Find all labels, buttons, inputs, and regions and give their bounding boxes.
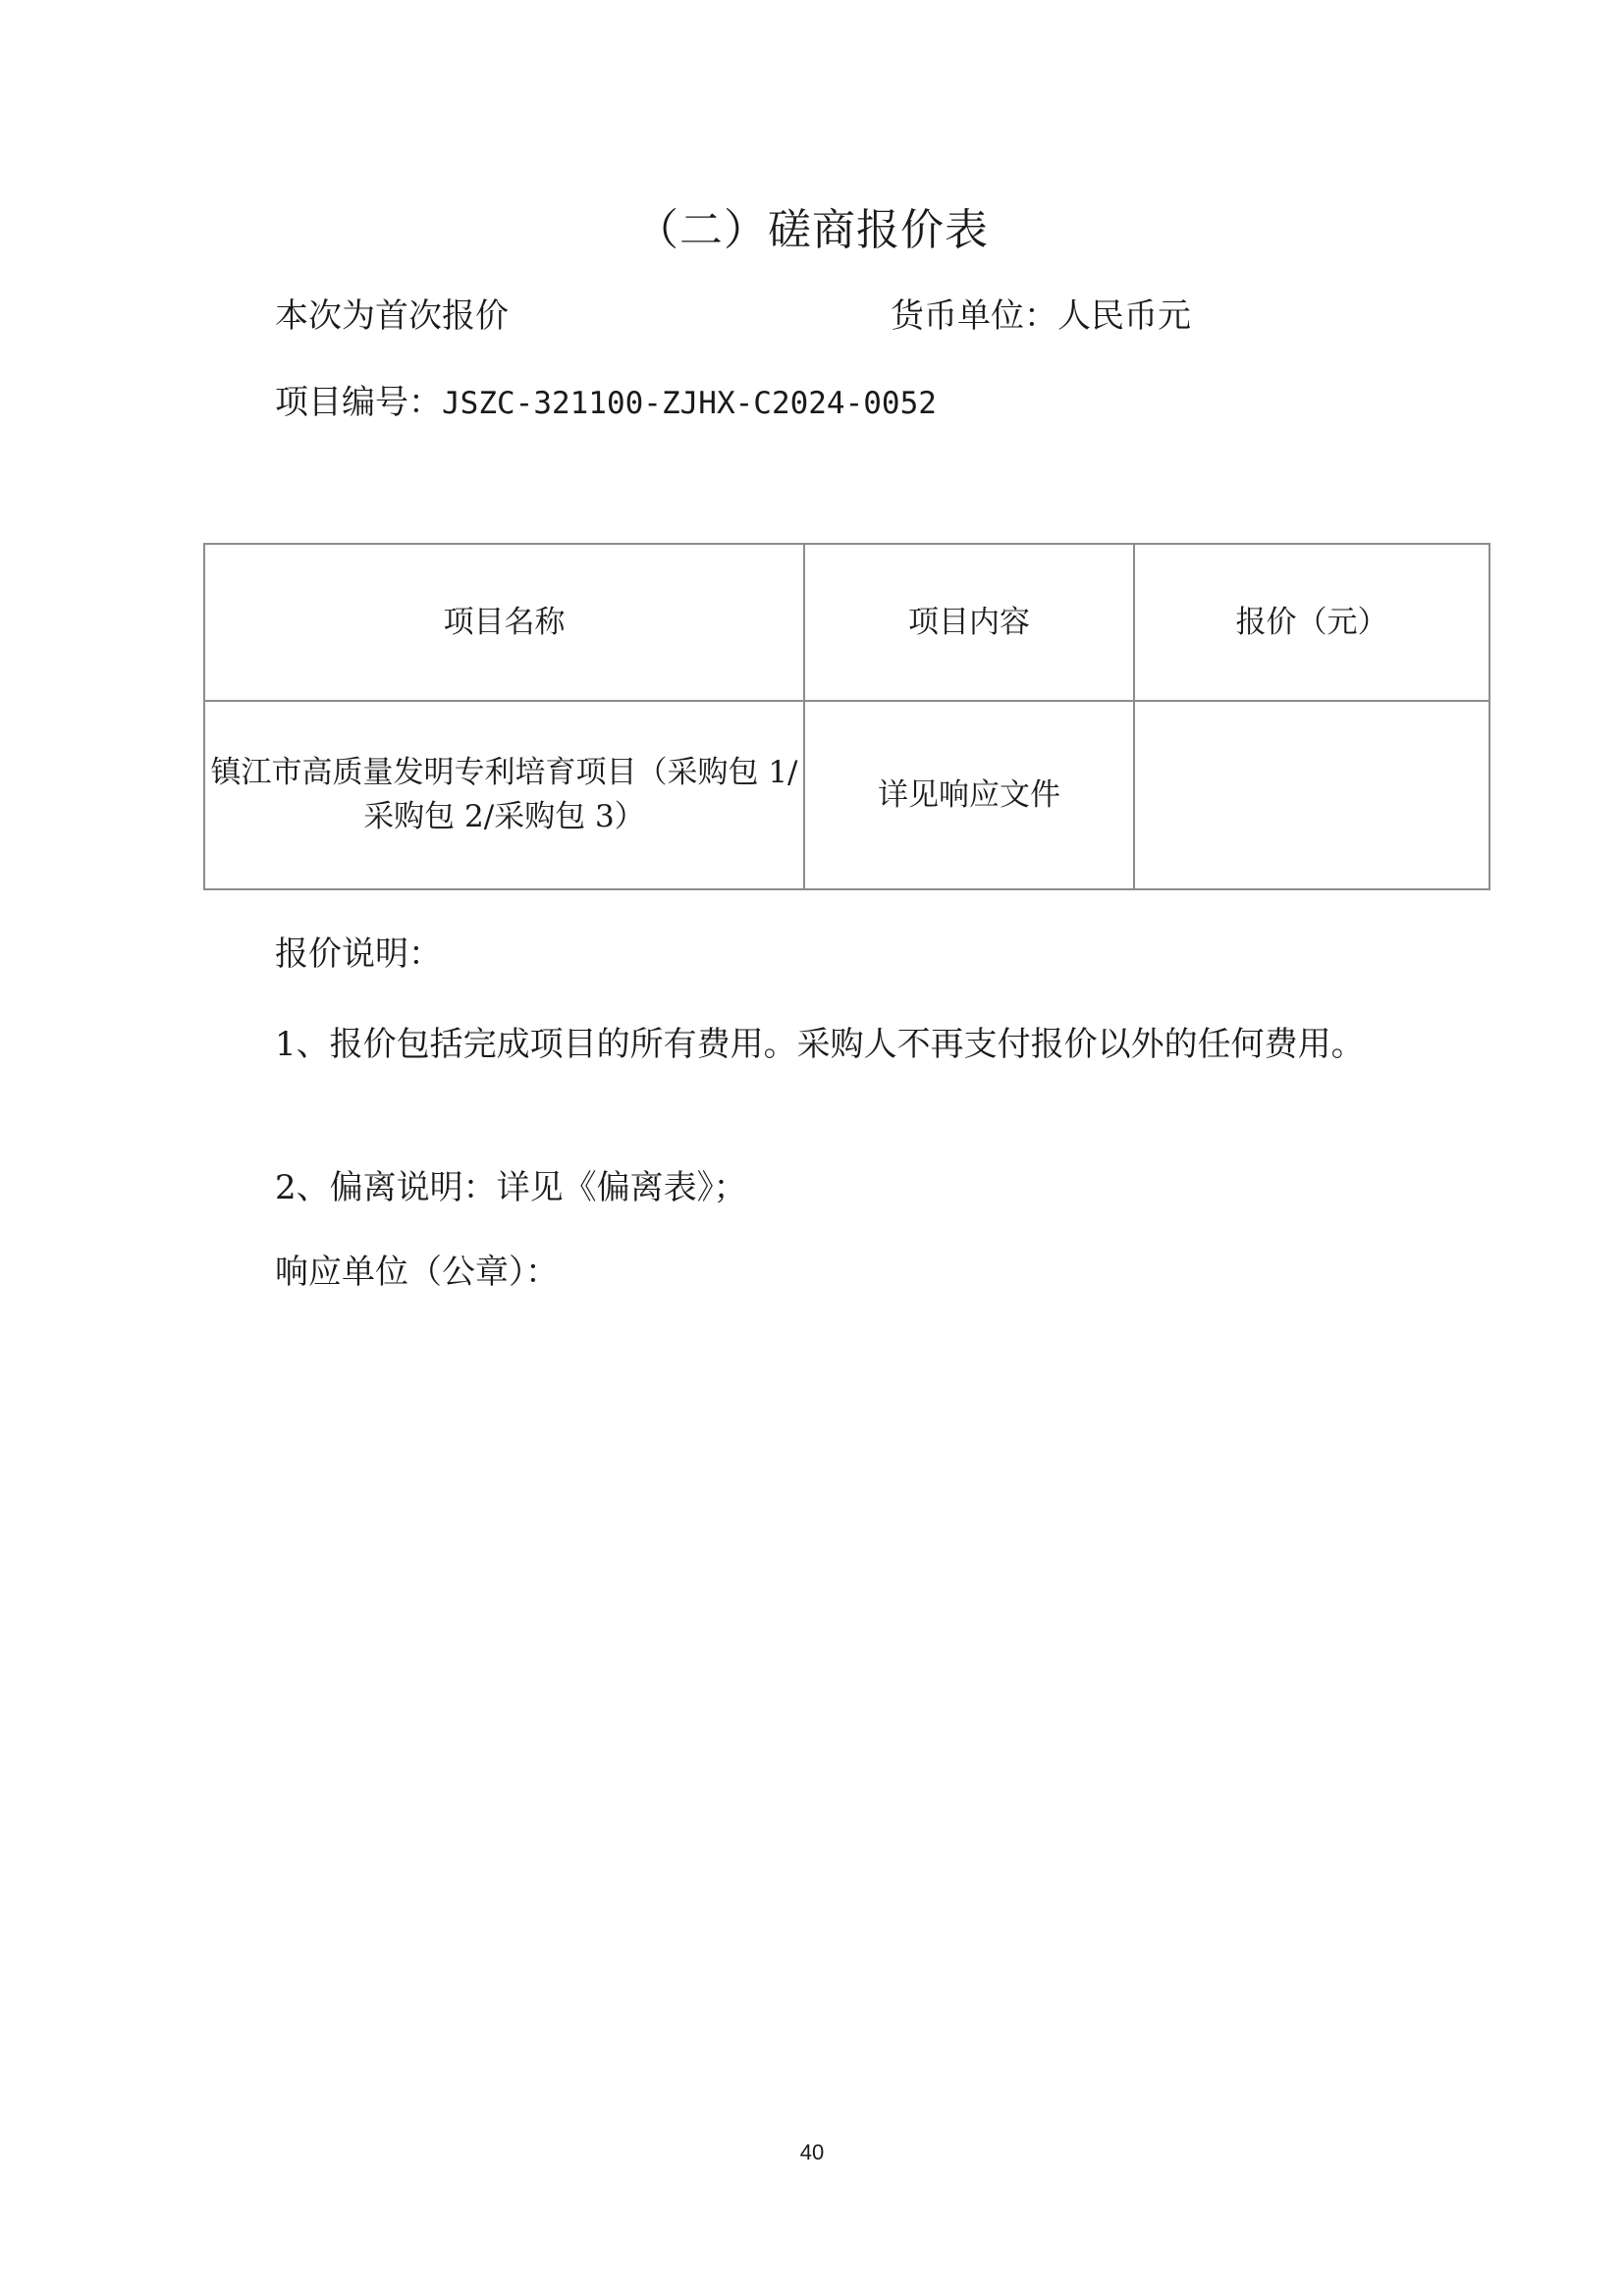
cell-quote-price — [1134, 701, 1489, 889]
quote-table — [203, 543, 1490, 890]
page-number: 40 — [799, 2140, 825, 2164]
quote-round-text: 本次为首次报价 — [275, 296, 509, 336]
cell-project-content: 详见响应文件 — [804, 701, 1134, 889]
header-quote-price: 报价（元） — [1134, 544, 1489, 701]
note-item-1: 1、报价包括完成项目的所有费用。采购人不再支付报价以外的任何费用。 — [275, 1025, 1365, 1064]
header-project-name: 项目名称 — [204, 544, 804, 701]
cell-project-name: 镇江市高质量发明专利培育项目（采购包 1/采购包 2/采购包 3） — [204, 701, 804, 889]
table-row — [204, 701, 1489, 889]
note-item-2: 2、偏离说明：详见《偏离表》； — [275, 1168, 747, 1207]
header-project-content: 项目内容 — [804, 544, 1134, 701]
table-header-row — [204, 544, 1489, 701]
project-number-value: JSZC-321100-ZJHX-C2024-0052 — [442, 386, 937, 421]
signature-line: 响应单位（公章）： — [275, 1253, 559, 1292]
page-title: （二）磋商报价表 — [635, 205, 989, 255]
project-number-label: 项目编号： — [275, 383, 442, 422]
project-number-line — [275, 381, 937, 424]
currency-unit-text: 货币单位：人民币元 — [891, 296, 1191, 336]
notes-heading: 报价说明： — [275, 934, 442, 974]
